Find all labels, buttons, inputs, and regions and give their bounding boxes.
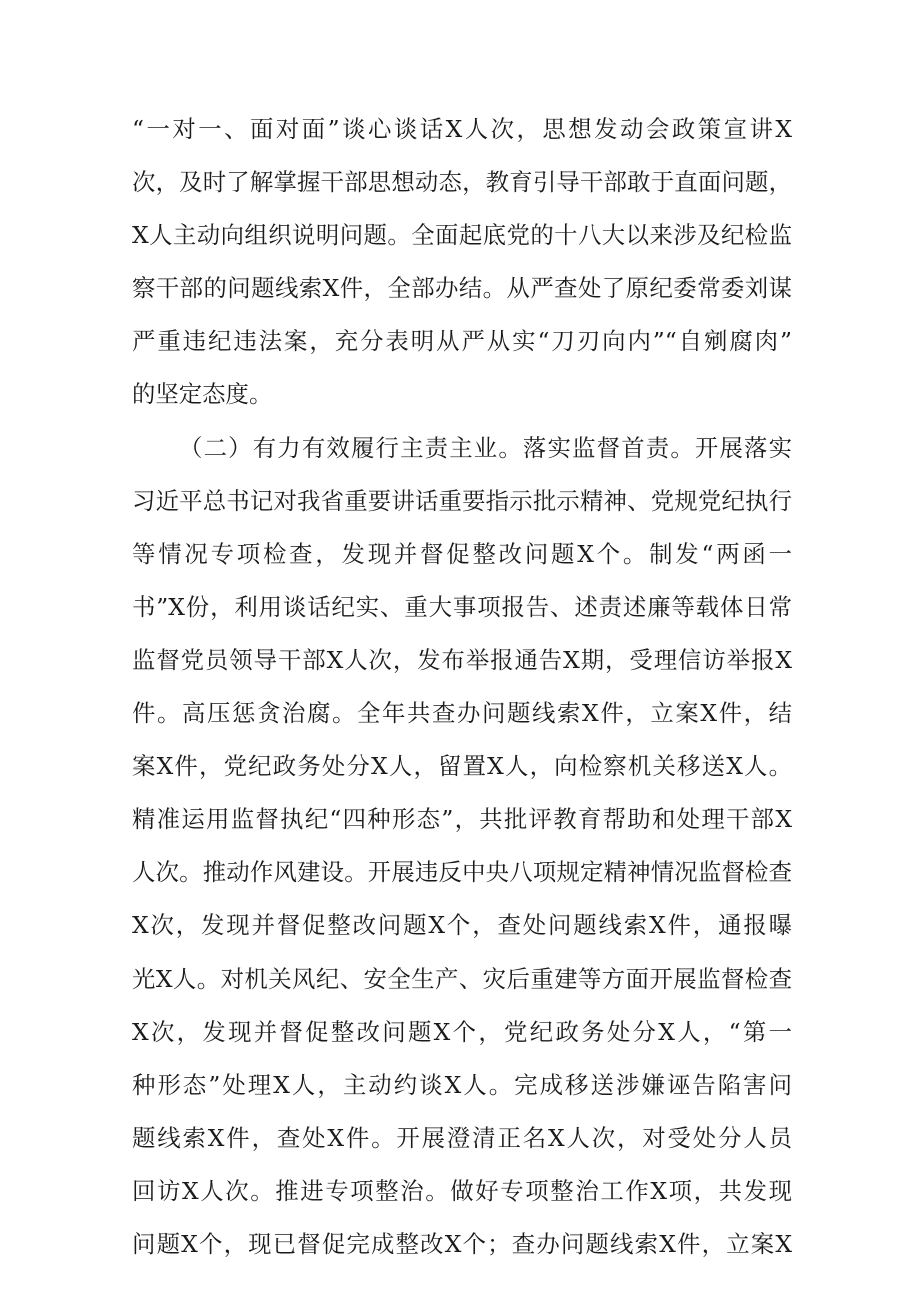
text-line: “一对一、面对面”谈心谈话X人次，思想发动会政策宣讲X	[132, 115, 792, 143]
text-line: 问题X个，现已督促完成整改X个；查办问题线索X件，立案X	[132, 1229, 792, 1258]
text-line: 种形态”处理X人，主动约谈X人。完成移送涉嫌诬告陷害问	[132, 1070, 792, 1099]
text-line: X次，发现并督促整改问题X个，党纪政务处分X人，“第一	[132, 1017, 792, 1046]
text-line: 件。高压惩贪治腐。全年共查办问题线索X件，立案X件，结	[132, 699, 792, 728]
text-line: 书”X份，利用谈话纪实、重大事项报告、述责述廉等载体日常	[132, 592, 792, 621]
section-heading-line: （二）有力有效履行主责主业。落实监督首责。开展落实	[179, 433, 792, 462]
text-line: 题线索X件，查处X件。开展澄清正名X人次，对受处分人员	[132, 1123, 792, 1152]
paragraph-end-line: 的坚定态度。	[132, 380, 273, 409]
text-line: 监督党员领导干部X人次，发布举报通告X期，受理信访举报X	[132, 645, 792, 674]
text-line: 严重违纪违法案，充分表明从严从实“刀刃向内”“自剜腐肉”	[132, 327, 792, 356]
text-line: 人次。推动作风建设。开展违反中央八项规定精神情况监督检查	[132, 858, 792, 887]
text-line: 次，及时了解掌握干部思想动态，教育引导干部敢于直面问题，	[132, 168, 792, 197]
text-line: X人主动向组织说明问题。全面起底党的十八大以来涉及纪检监	[132, 221, 792, 250]
text-line: 等情况专项检查，发现并督促整改问题X个。制发“两函一	[132, 539, 792, 568]
text-line: 察干部的问题线索X件，全部办结。从严查处了原纪委常委刘谋	[132, 274, 792, 303]
text-line: 精准运用监督执纪“四种形态”，共批评教育帮助和处理干部X	[132, 805, 792, 834]
text-line: 案X件，党纪政务处分X人，留置X人，向检察机关移送X人。	[132, 752, 792, 781]
text-line: 光X人。对机关风纪、安全生产、灾后重建等方面开展监督检查	[132, 964, 792, 993]
text-line: 回访X人次。推进专项整治。做好专项整治工作X项，共发现	[132, 1176, 792, 1205]
text-line: 习近平总书记对我省重要讲话重要指示批示精神、党规党纪执行	[132, 486, 792, 515]
body-text	[132, 103, 792, 1271]
text-line: X次，发现并督促整改问题X个，查处问题线索X件，通报曝	[132, 911, 792, 940]
